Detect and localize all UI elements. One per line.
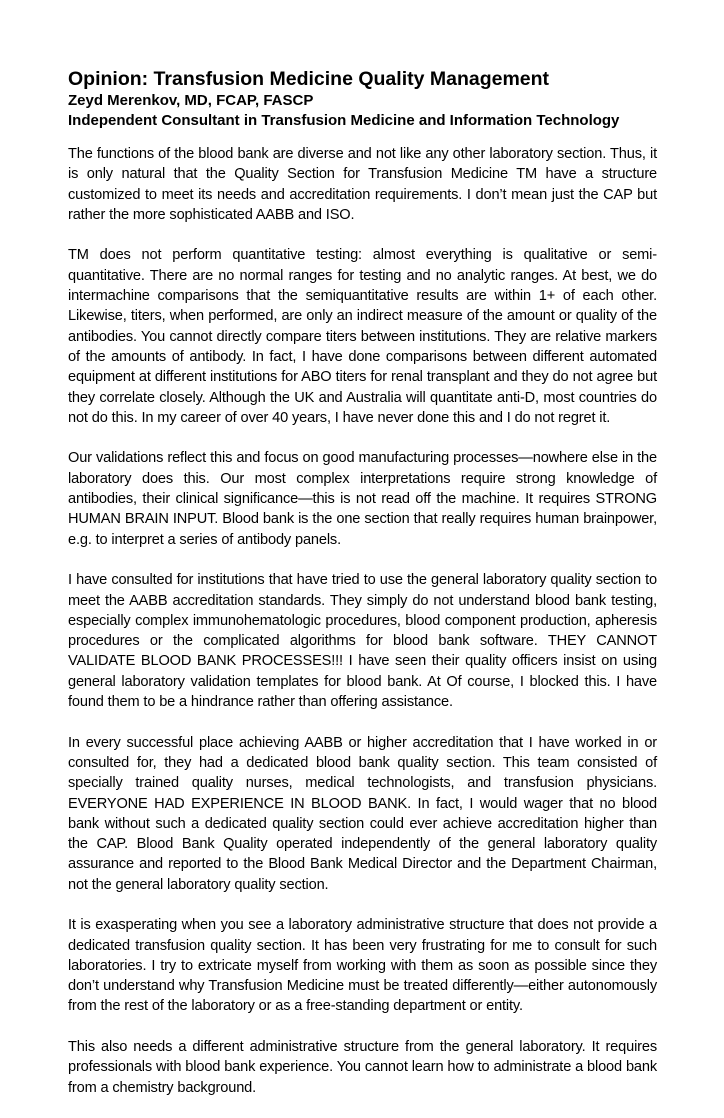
paragraph-dedicated-quality-section: In every successful place achieving AABB or higher accreditation that I have worked in or consulted for, they had a dedicated blood bank quality section. This team consisted of specially trained quality nurses, medical technologists, and transfusion physicians. EVERYONE HAD EXPERIENCE IN BLOOD BANK. In fact, I would wager that no blood bank without such a dedicated quality section could ever achieve accreditation higher than the CAP. Blood Bank Quality operated independently of the general laboratory quality assurance and reported to the Blood Bank Medical Director and the Department Chairman, not the general laboratory quality section. — [68, 734, 657, 893]
paragraph-quantitative-testing: TM does not perform quantitative testing: almost everything is qualitative or semi-quantitative. There are no normal ranges for testing and no analytic ranges. At best, we do intermachine comparisons that the semiquantitative results are within 1+ of each other. Likewise, titers, when performed, are only an indirect measure of the amount or quality of the antibodies. You cannot directly compare titers between institutions. They are relative markers of the amounts of antibody. In fact, I have done comparisons between different automated equipment at different institutions for ABO titers for renal transplant and they do not agree but they correlate closely. Although the UK and Australia will quantitate anti-D, most countries do not do this. In my career of over 40 years, I have never done this and I do not regret it. — [68, 247, 657, 426]
affiliation-line: Independent Consultant in Transfusion Medicine and Information Technology — [68, 112, 620, 129]
paragraph-validations: Our validations reflect this and focus on good manufacturing processes—nowhere else in the laboratory does this. Our most complex interpretations require strong knowledge of antibodies, their clinical significance—this is not read off the machine. It requires STRONG HUMAN BRAIN INPUT. Blood bank is the one section that really requires human brainpower, e.g. to interpret a series of antibody panels. — [68, 450, 657, 548]
document-page — [68, 68, 657, 1118]
document-body — [68, 144, 657, 1098]
paragraph-intro: The functions of the blood bank are diverse and not like any other laboratory section. Thus, it is only natural that the Quality Section for Transfusion Medicine TM have a structure customized to meet its needs and accreditation requirements. I don’t mean just the CAP but rather the more sophisticated AABB and ISO. — [68, 146, 657, 223]
paragraph-consulting-experience: I have consulted for institutions that have tried to use the general laboratory quality section to meet the AABB accreditation standards. They simply do not understand blood bank testing, especially complex immunohematologic procedures, blood component production, apheresis procedures or the complicated algorithms for blood bank software. THEY CANNOT VALIDATE BLOOD BANK PROCESSES!!! I have seen their quality officers insist on using general laboratory validation templates for blood bank. At Of course, I blocked this. I have found them to be a hindrance rather than offering assistance. — [68, 572, 657, 711]
paragraph-exasperation: It is exasperating when you see a laboratory administrative structure that does not provide a dedicated transfusion quality section. It has been very frustrating for me to consult for such laboratories. I try to extricate myself from working with them as soon as possible since they don’t understand why Transfusion Medicine must be treated differently—either autonomously from the rest of the laboratory or as a free-standing department or entity. — [68, 917, 657, 1015]
document-title: Opinion: Transfusion Medicine Quality Management — [68, 68, 550, 90]
author-line: Zeyd Merenkov, MD, FCAP, FASCP — [68, 92, 314, 109]
paragraph-administrative-structure: This also needs a different administrative structure from the general laboratory. It requires professionals with blood bank experience. You cannot learn how to administrate a blood bank from a chemistry background. — [68, 1039, 657, 1096]
